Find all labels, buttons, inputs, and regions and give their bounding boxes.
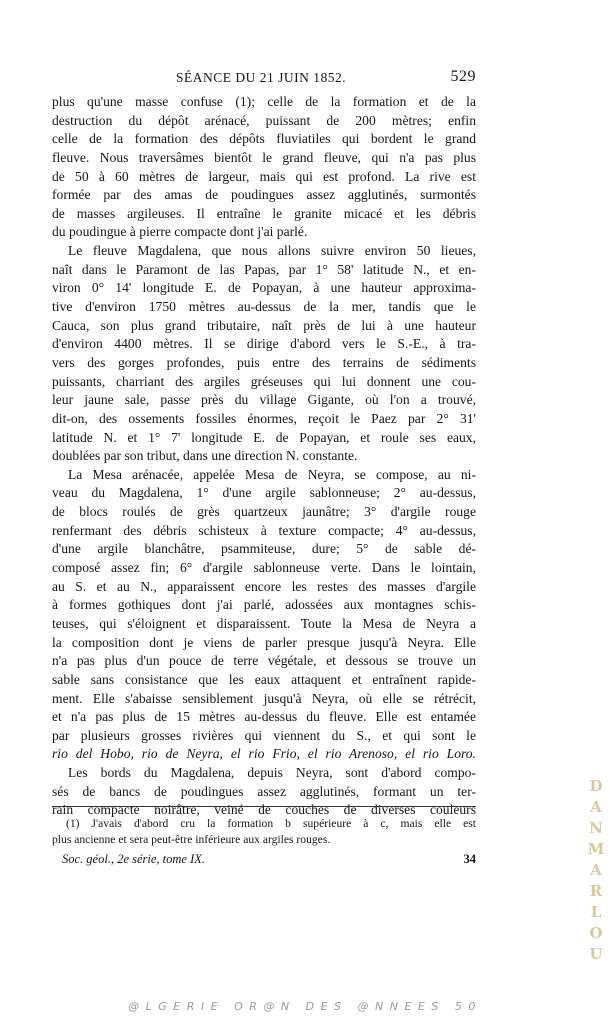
bottom-watermark: @LGERIE OR@N DES @NNEES 50 bbox=[128, 1000, 482, 1013]
text-line: latitude N. et 1° 7' longitude E. de Popayan, et roule ses eaux, bbox=[52, 429, 476, 445]
text-line: viron 0° 14' longitude E. de Popayan, à une hauteur approxima- bbox=[52, 280, 476, 296]
footnote-line: (1) J'avais d'abord cru la formation b supérieure à c, mais elle est bbox=[66, 817, 476, 830]
text-line: puissants, charriant des argiles gréseuses qui lui donnent une cou- bbox=[52, 373, 476, 389]
text-line: de masses argileuses. Il entraîne le granite micacé et les débris bbox=[52, 205, 476, 221]
text-line: fleuve. Nous traversâmes bientôt le grand fleuve, qui n'a pas plus bbox=[52, 149, 476, 165]
footnote bbox=[52, 816, 476, 848]
footnote-divider bbox=[52, 806, 476, 807]
text-line: au S. et au N., apparaissent encore les restes des masses d'argile bbox=[52, 578, 476, 594]
text-line: teuses, qui s'éloignent et disparaissent. Toute la Mesa de Neyra a bbox=[52, 615, 476, 631]
text-line: par plusieurs grosses rivières qui viennent du S., et qui sont le bbox=[52, 727, 476, 743]
text-line: rio del Hobo, rio de Neyra, el rio Frio, el rio Arenoso, el rio Loro. bbox=[52, 746, 476, 762]
text-line: ment. Elle s'abaisse sensiblement jusqu'à Neyra, où elle se rétrécit, bbox=[52, 690, 476, 706]
text-line: Les bords du Magdalena, depuis Neyra, sont d'abord compo- bbox=[68, 765, 476, 781]
text-line: à formes gothiques dont j'ai parlé, adossées aux montagnes schis- bbox=[52, 597, 476, 613]
text-line: Le fleuve Magdalena, que nous allons suivre environ 50 lieues, bbox=[68, 243, 476, 259]
text-line: celle de la formation des dépôts fluviatiles qui bordent le grand bbox=[52, 131, 476, 147]
signature-text: Soc. géol., 2e série, tome IX. bbox=[62, 852, 206, 866]
page-number: 529 bbox=[450, 68, 476, 85]
text-line: d'environ 4400 mètres. Il se dirige d'abord vers le S.-E., à tra- bbox=[52, 336, 476, 352]
text-line: de 50 à 60 mètres de largeur, mais qui est profond. La rive est bbox=[52, 168, 476, 184]
text-line: du poudingue à pierre compacte dont j'ai parlé. bbox=[52, 224, 308, 240]
text-line: composé assez fin; 6° d'argile sablonneuse verte. Dans le lointain, bbox=[52, 560, 476, 576]
text-line: formée par des amas de poudingues assez agglutinés, surmontés bbox=[52, 187, 476, 203]
text-line: vers des gorges profondes, puis entre des terrains de sédiments bbox=[52, 354, 476, 370]
text-line: la composition dont je viens de parler presque jusqu'à Neyra. Elle bbox=[52, 634, 476, 650]
text-line: veau du Magdalena, 1° d'une argile sablonneuse; 2° au-dessus, bbox=[52, 485, 476, 501]
printer-signature bbox=[62, 852, 476, 870]
body-text bbox=[52, 93, 476, 820]
page-header bbox=[52, 68, 476, 90]
text-line: doublées par son tribut, dans une direction N. constante. bbox=[52, 448, 358, 464]
running-title: SÉANCE DU 21 JUIN 1852. bbox=[176, 70, 347, 85]
text-line: Cauca, son plus grand tributaire, naît près de lui à une hauteur bbox=[52, 317, 476, 333]
text-line: renfermant des débris schisteux à texture compacte; 4° au-dessus, bbox=[52, 522, 476, 538]
text-line: rain compacte noirâtre, veiné de couches de diverses couleurs bbox=[52, 802, 476, 818]
text-line: leur jaune sale, passe près du village Gigante, où l'on a trouvé, bbox=[52, 392, 476, 408]
text-line: de blocs roulés de grès quartzeux jaunâtre; 3° d'argile rouge bbox=[52, 504, 476, 520]
signature-number: 34 bbox=[463, 852, 476, 866]
text-line: dit-on, des ossements fossiles énormes, reçoit le Paez par 2° 31' bbox=[52, 410, 476, 426]
text-line: sable sans consistance que les eaux attaquent et entraînent rapide- bbox=[52, 671, 476, 687]
text-line: destruction du dépôt arénacé, puissant de 200 mètres; enfin bbox=[52, 112, 476, 128]
text-line: n'a pas plus d'un pouce de terre végétale, et dessous se trouve un bbox=[52, 653, 476, 669]
text-line: d'une argile blanchâtre, psammiteuse, dure; 5° de sable dé- bbox=[52, 541, 476, 557]
footnote-line: plus ancienne et sera peut-être inférieure aux argiles rouges. bbox=[52, 833, 331, 846]
text-line: plus qu'une masse confuse (1); celle de la formation et de la bbox=[52, 94, 476, 109]
text-line: La Mesa arénacée, appelée Mesa de Neyra, se compose, au ni- bbox=[68, 466, 476, 482]
text-line: et n'a pas plus de 15 mètres au-dessus du fleuve. Elle est entamée bbox=[52, 709, 476, 725]
text-line: naît dans le Paramont de las Papas, par 1° 58' latitude N., et en- bbox=[52, 261, 476, 277]
text-line: sés de bancs de poudingues assez agglutinés, formant un ter- bbox=[52, 783, 476, 799]
vertical-watermark: DANMARLOU bbox=[587, 777, 605, 963]
text-line: tive d'environ 1750 mètres au-dessus de la mer, tandis que le bbox=[52, 299, 476, 315]
